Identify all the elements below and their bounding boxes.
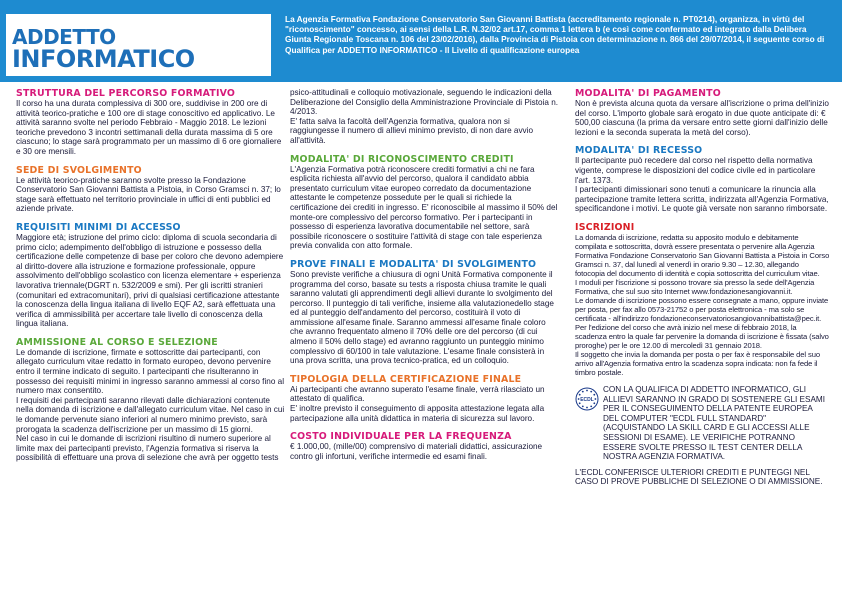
section-title-requisiti: REQUISITI MINIMI DI ACCESSO: [16, 221, 181, 233]
section-text-crediti: L'Agenzia Formativa potrà riconoscere crediti formativi a chi ne fara esplicita richiesta all'avvio del percorso, qualora il candidato abbia presentato curriculum vitae europeo corredato da documentazione attestante le competenze possedute per le quali si richiede la certificazione dei crediti in ingresso. E' riconoscibile al massimo il 50% del monte-ore complessivo del percorso formativo. Per i partecipanti in possesso di esperienza lavorativa documentabile nel settore, sarà possibile riconoscere o sostituire l'attività di stage con tale esperienza previa convalida con atto formale.: [290, 164, 558, 251]
section-title-certificazione: TIPOLOGIA DELLA CERTIFICAZIONE FINALE: [290, 373, 522, 385]
section-text-pagamento: Non è prevista alcuna quota da versare all'iscrizione o prima dell'inizio del corso. L'importo globale sarà erogato in due quote anticipate di: € 500,00 ciascuna (la prima da versare entro sette giorni dall'inizio delle lezioni e la seconda superata la metà del corso).: [575, 99, 829, 137]
header-banner: [0, 0, 842, 82]
section-title-recesso: MODALITA' DI RECESSO: [575, 145, 703, 157]
section-title-sede: SEDE DI SVOLGIMENTO: [16, 164, 142, 176]
title-line-1: ADDETTO: [12, 25, 116, 49]
ecdl-block: [575, 385, 830, 462]
title-line-2: INFORMATICO: [12, 45, 195, 73]
section-text-ammissione: Le domande di iscrizione, firmate e sottoscritte dai partecipanti, con allegato curriculum vitae redatto in formato europeo, devono pervenire entro il termine indicato di seguito. I partecipanti che risulteranno in possesso dei requisiti minimi in ingresso saranno ammessi al corso fino al numero max consentito. I requisiti dei partecipanti saranno rilevati dalle dichiarazioni contenute nella domanda di iscrizione e dall'allegato curriculum vitae. Nel caso in cui le domande pervenute siano inferiori al numero minimo previsto, sarà prorogata la scadenza dell'iscrizione per un massimo di 15 giorni. Nel caso in cui le domande di iscrizioni risultino di numero superiore al limite max dei partecipanti previsto, l'Agenzia formativa si riserva la possibilità di effettuare una prova di selezione che avrà per oggetto tests: [16, 347, 285, 463]
section-title-prove-finali: PROVE FINALI E MODALITA' DI SVOLGIMENTO: [290, 258, 537, 270]
section-text-continuation: psico-attitudinali e colloquio motivazionale, seguendo le indicazioni della Deliberazione del Consiglio della Amministrazione Provinciale di Pistoia n. 4/2013. E' fatta salva la facoltà dell'Agenzia formativa, qualora non si raggiungesse il numero di allievi minimo previsto, di non dare avvio all'attività.: [290, 88, 559, 145]
ecdl-text: CON LA QUALIFICA DI ADDETTO INFORMATICO, GLI ALLIEVI SARANNO IN GRADO DI SOSTENERE GLI ESAMI PER IL CONSEGUIMENTO DELLA PATENTE EUROPEA DEL COMPUTER "ECDL FULL STANDARD" (ACQUISTANDO LA SKILL CARD E GLI ACCESSI ALLE SESSIONI DI ESAME). LE VERIFICHE POTRANNO ESSERE SVOLTE PRESSO IL TEST CENTER DELLA NOSTRA AGENZIA FORMATIVA.: [603, 384, 826, 462]
section-text-requisiti: Maggiore età; istruzione del primo ciclo: diploma di scuola secondaria di primo ciclo; adempimento dell'obbligo di istruzione e possesso della certificazione delle competenze di base per coloro che devono adempiere al diritto-dovere alla istruzione e formazione professionale, oppure assolvimento dell'obbligo scolastico con licenza elementare + esperienza lavorativa triennale(DGRT n. 532/2009 e smi). Per gli iscritti stranieri (comunitari ed extracomunitari), privi di qualsiasi certificazione attestante la conoscenza della lingua italiana di livello EQF A2, sarà effettuata una verifica di ammissibilità per accertare tale livello di conoscenza della lingua italiana.: [16, 232, 284, 329]
section-text-struttura: Il corso ha una durata complessiva di 300 ore, suddivise in 200 ore di attività teorico-pratiche e 100 ore di stage conoscitivo ed applicativo. Le attività saranno svolte nel periodo Febbraio - Maggio 2018. Le lezioni teoriche prevedono 3 incontri settimanali della durata massima di 5 ore ciascuno; lo stage sarà programmato per un massimo di 6 ore giornaliere e 30 ore mensili.: [16, 99, 282, 156]
column-2: [290, 88, 560, 461]
section-title-costo: COSTO INDIVIDUALE PER LA FREQUENZA: [290, 431, 512, 443]
title-box: [6, 14, 271, 76]
column-3: [575, 88, 830, 487]
ecdl-logo-icon: [575, 387, 599, 411]
section-title-crediti: MODALITA' DI RICONOSCIMENTO CREDITI: [290, 153, 514, 165]
section-text-certificazione: Ai partecipanti che avranno superato l'esame finale, verrà rilasciato un attestato di qualifica. E' inoltre previsto il conseguimento di apposita attestazione legata alla partecipazione alla unità didattica in materia di sicurezza sul lavoro.: [290, 384, 545, 423]
section-title-iscrizioni: ISCRIZIONI: [575, 221, 635, 233]
column-1: [16, 88, 286, 463]
ecdl-text-credits: L'ECDL CONFERISCE ULTERIORI CREDITI E PUNTEGGI NEL CASO DI PROVE PUBBLICHE DI SELEZIONE O DI AMMISSIONE.: [575, 467, 823, 487]
section-text-costo: € 1.000,00, (mille/00) comprensivo di materiali didattici, assicurazione contro gli infortuni, verifiche intermedie ed esami finali.: [290, 442, 543, 461]
section-title-struttura: STRUTTURA DEL PERCORSO FORMATIVO: [16, 88, 236, 99]
section-text-sede: Le attività teorico-pratiche saranno svolte presso la Fondazione Conservatorio San Giovanni Battista a Pistoia, in Corso Gramsci n. 37; lo stage sarà effettuato nel territorio provinciale in uffici di enti pubblici ed aziende private.: [16, 175, 281, 214]
section-text-iscrizioni: La domanda di iscrizione, redatta su apposito modulo e debitamente compilata e sottoscritta, dovrà essere presentata o pervenire alla Agenzia Formativa Fondazione Conservatorio San Giovanni Battista a Pistoia in Corso Gramsci n. 37, dal lunedì al venerdì in orario 9.30 – 12.30, allegando fotocopia del documento di identità e copia sottoscritta del curriculum vitae. I moduli per l'iscrizione si possono trovare sia presso la sede dell'Agenzia Formativa, che sul suo sito Internet www.fondazionesangiovanni.it. Le domande di iscrizione possono essere consegnate a mano, oppure inviate per posta, per fax allo 0573-21752 o per posta elettronica - ma solo se certificata - all'indirizzo fondazioneconservatoriosangiovannibattista@pec.it. Per l'edizione del corso che avrà inizio nel mese di febbraio 2018, la scadenza entro la quale far pervenire la domanda di iscrizione è fissata (salvo proroghe) per le ore 12.00 di mercoledì 31 gennaio 2018. Il soggetto che invia la domanda per posta o per fax è responsabile del suo arrivo all'Agenzia formativa entro la scadenza sopra indicata: non fa fede il timbro postale.: [575, 232, 830, 377]
section-title-pagamento: MODALITA' DI PAGAMENTO: [575, 88, 721, 99]
section-text-recesso: Il partecipante può recedere dal corso nel rispetto della normativa vigente, comprese le disposizioni del codice civile ed in particolare l'art. 1373. I partecipanti dimissionari sono tenuti a comunicare la rinuncia alla partecipazione tramite lettera scritta, indirizzata all'Agenzia Formativa, specificandone i motivi. Le quote già versate non saranno rimborsate.: [575, 156, 829, 214]
ecdl-logo-text: ECDL: [580, 396, 594, 403]
section-title-ammissione: AMMISSIONE AL CORSO E SELEZIONE: [16, 336, 218, 348]
section-text-prove-finali: Sono previste verifiche a chiusura di ogni Unità Formativa componente il programma del corso, basate su tests a risposta chiusa tramite le quali saranno valutati gli apprendimenti degli allievi durante lo svolgimento del percorso. Il punteggio di tali verifiche, insieme alla valutazionedello stage ed al punteggio dell'andamento del percorso, costituirà il voto di ammissione all'esame finale. Saranno ammessi all'esame finale coloro che avranno frequentato almeno il 70% delle ore del percorso (di cui almeno il 50% dello stage) ed avranno raggiunto un punteggio minimo complessivo di 60/100 in tale valutazione. L'esame finale consisterà in una prova scritta, una prova tecnico-pratica, ed un colloquio.: [290, 269, 554, 366]
intro-text: La Agenzia Formativa Fondazione Conservatorio San Giovanni Battista (accreditamento regionale n. PT0214), organizza, in virtù del "riconoscimento" concesso, ai sensi della L.R. N.32/02 art.17, comma 1 lettera b (e così come confermato ed integrato dalla Delibera Giunta Regionale Toscana n. 106 del 23/02/2016), dalla Provincia di Pistoia con determinazione n. 866 del 29/07/2014, il seguente corso di Qualifica per ADDETTO INFORMATICO - Il Livello di qualificazione europea: [285, 14, 825, 55]
